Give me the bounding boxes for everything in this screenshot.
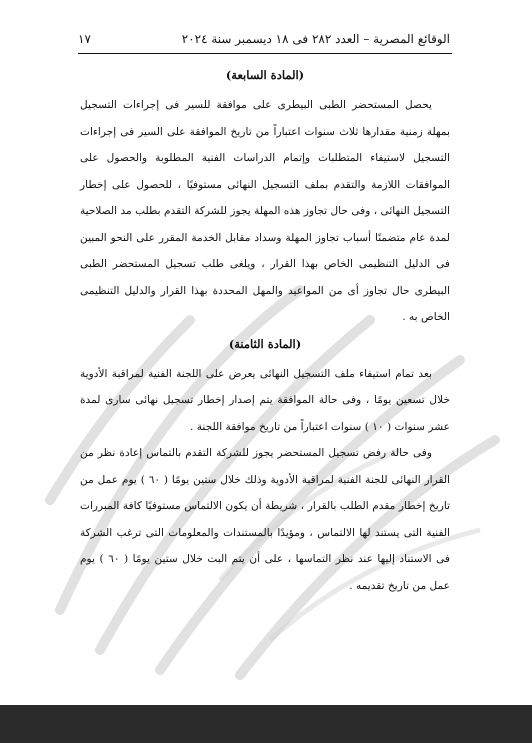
article-8-paragraph-2: وفى حالة رفض تسجيل المستحضر يجوز للشركة التقدم بالتماس إعادة نظر من القرار النهائى للجنة الفنية لمراقبة الأدوية وذلك خلال ستين يومًا ( ٦٠ ) يوم عمل من تاريخ إخطار مقدم الطلب بالقرار ، شريطة أن يكون الالتماس مستوفيًا كافة المبررات الفنية التى يستند لها الالتماس ، ومؤيدًا بالمستندات والمعلومات التى ترغب الشركة فى الاستناد إليها عند نظر التماسها ، على أن يتم البت خلال ستين يومًا ( ٦٠ ) يوم عمل من تاريخ تقديمه . bbox=[80, 447, 450, 592]
article-7-paragraph: يحصل المستحضر الطبى البيطرى على موافقة للسير فى إجراءات التسجيل بمهلة زمنية مقدارها ثلاث سنوات اعتباراً من تاريخ الموافقة على السير فى إجراءات التسجيل لاستيفاء المتطلبات وإتمام الدراسات الفنية المطلوبة والحصول على الموافقات اللازمة والتقدم بملف التسجيل النهائى مستوفيًا ، للحصول على إخطار التسجيل النهائى ، وفى حال تجاوز هذه المهلة يجوز للشركة التقدم بطلب مد الصلاحية لمدة عام متضمنًا أسباب تجاوز المهلة وسداد مقابل الخدمة المقرر على النحو المبين فى الدليل التنظيمى الخاص بهذا القرار ، ويلغى طلب تسجيل المستحضر الطبى البيطرى حال تجاوز أى من المواعيد والمهل المحددة بهذا القرار والدليل التنظيمى الخاص به . bbox=[80, 99, 450, 323]
article-8-paragraph-1: بعد تمام استيفاء ملف التسجيل النهائى يعرض على اللجنة الفنية لمراقبة الأدوية خلال تسعين يومًا ، وفى حالة الموافقة يتم إصدار إخطار تسجيل نهائى سارى لمدة عشر سنوات ( ١٠ ) سنوات اعتباراً من تاريخ موافقة اللجنة . bbox=[80, 367, 450, 433]
document-body bbox=[80, 66, 450, 599]
article-7-title: (المادة السابعة) bbox=[225, 68, 305, 82]
page-number: ١٧ bbox=[78, 32, 91, 46]
running-title: الوقائع المصرية – العدد ٢٨٢ فى ١٨ ديسمبر سنة ٢٠٢٤ bbox=[181, 32, 450, 46]
viewer-bottom-bar bbox=[0, 705, 532, 743]
running-header bbox=[78, 28, 450, 50]
header-rule bbox=[78, 53, 452, 54]
article-8-title: (المادة الثامنة) bbox=[228, 336, 302, 351]
